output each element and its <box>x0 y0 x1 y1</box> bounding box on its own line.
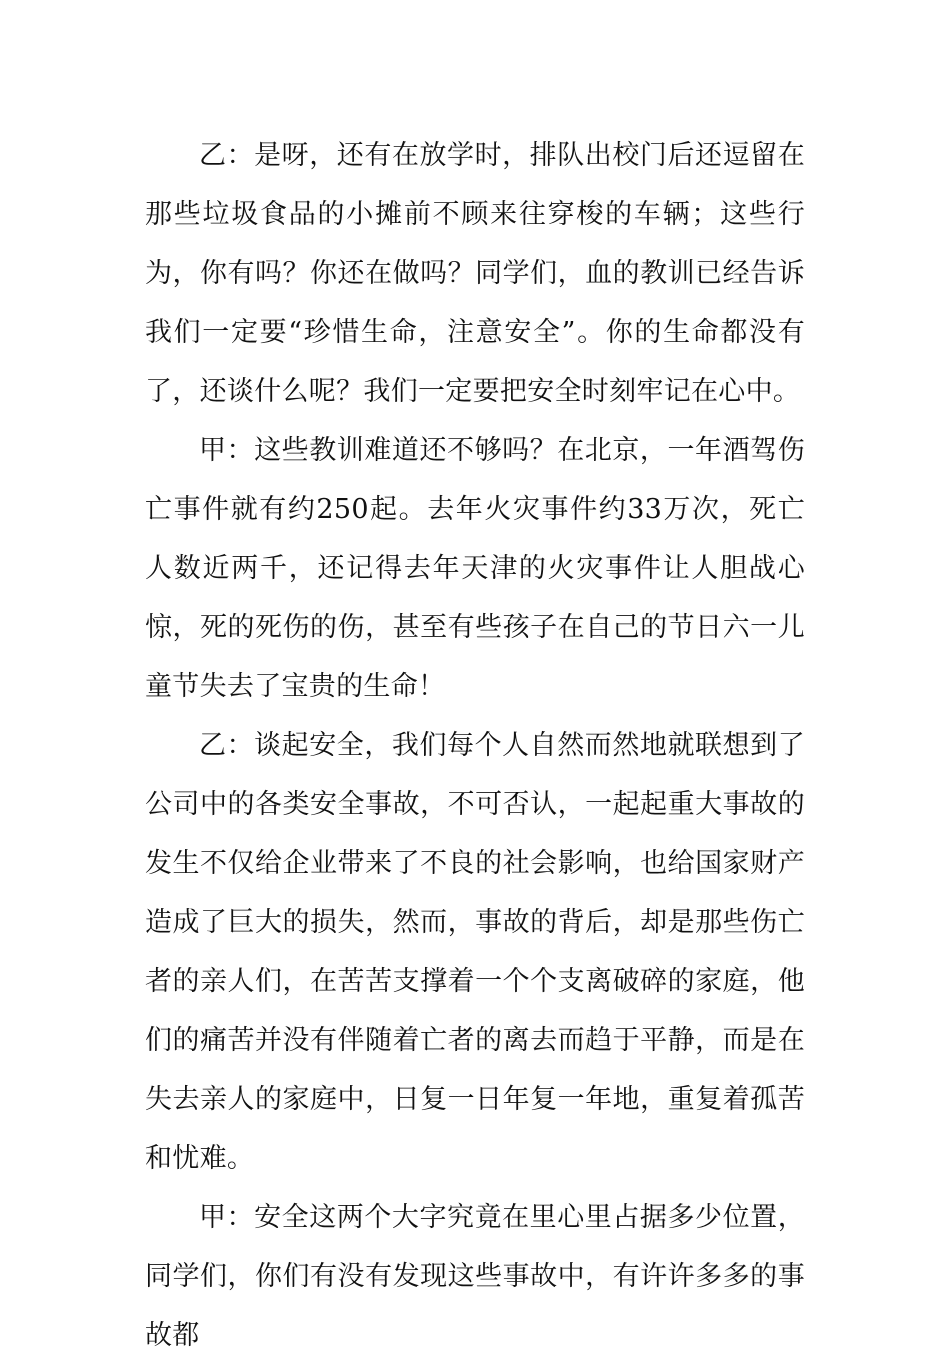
document-body <box>145 126 805 1365</box>
paragraph-4: 甲：安全这两个大字究竟在里心里占据多少位置，同学们，你们有没有发现这些事故中，有许许多多的事故都 <box>145 1202 805 1351</box>
paragraph-3: 乙：谈起安全，我们每个人自然而然地就联想到了公司中的各类安全事故，不可否认，一起起重大事故的发生不仅给企业带来了不良的社会影响，也给国家财产造成了巨大的损失，然而，事故的背后，却是那些伤亡者的亲人们，在苦苦支撑着一个个支离破碎的家庭，他们的痛苦并没有伴随着亡者的离去而趋于平静，而是在失去亲人的家庭中，日复一日年复一年地，重复着孤苦和忧难。 <box>145 730 805 1174</box>
paragraph-1: 乙：是呀，还有在放学时，排队出校门后还逗留在那些垃圾食品的小摊前不顾来往穿梭的车辆；这些行为，你有吗？你还在做吗？同学们，血的教训已经告诉我们一定要“珍惜生命，注意安全”。你的生命都没有了，还谈什么呢？我们一定要把安全时刻牢记在心中。 <box>145 140 805 407</box>
paragraph-2: 甲：这些教训难道还不够吗？在北京，一年酒驾伤亡事件就有约250起。去年火灾事件约33万次，死亡人数近两千，还记得去年天津的火灾事件让人胆战心惊，死的死伤的伤，甚至有些孩子在自己的节日六一儿童节失去了宝贵的生命！ <box>145 435 805 702</box>
